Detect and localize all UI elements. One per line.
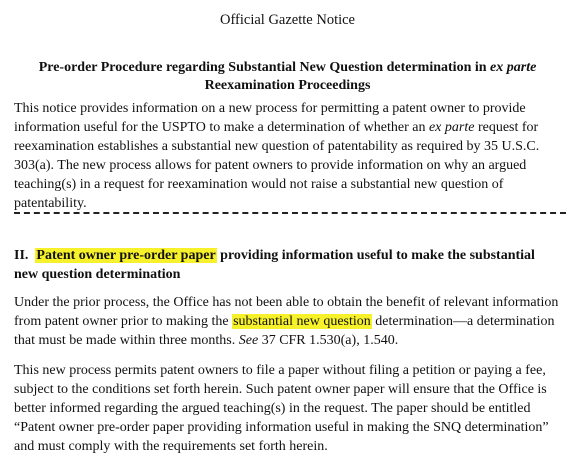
paragraph-line: better informed regarding the argued teaching(s) in the request. The paper should be entitled: [14, 401, 531, 416]
paragraph-line: “Patent owner pre-order paper providing information useful in making the SNQ determination”: [14, 420, 549, 435]
intro-line: teaching(s) in a request for reexamination would not raise a substantial new question of: [14, 177, 504, 192]
notice-header: Official Gazette Notice: [220, 12, 355, 28]
intro-line: This notice provides information on a new process for permitting a patent owner to provide: [14, 101, 526, 116]
paragraph-line: This new process permits patent owners to file a paper without filing a petition or paying a fee,: [14, 363, 546, 378]
dashed-divider: [14, 212, 566, 214]
section-heading-line-1: [14, 246, 535, 265]
document-title-line-1: [0, 59, 575, 77]
paragraph-line: subject to the conditions set forth herein. Such patent owner paper will ensure that the Office is: [14, 382, 547, 397]
paragraph-text: determination—a determination: [371, 314, 555, 329]
intro-text: request for: [474, 120, 539, 135]
document-title-line-2: Reexamination Proceedings: [204, 78, 371, 93]
intro-line: reexamination establishes a substantial new question of patentability as required by 35 U.S.C.: [14, 139, 540, 154]
highlighted-phrase: Patent owner pre-order paper: [36, 248, 216, 263]
intro-line: [14, 118, 538, 137]
title-text: Pre-order Procedure regarding Substantial New Question determination in: [38, 60, 491, 75]
highlighted-phrase: substantial new question: [233, 314, 371, 329]
section-number: II.: [14, 248, 29, 263]
paragraph-text: that must be made within three months.: [14, 333, 239, 348]
paragraph-text: 37 CFR 1.530(a), 1.540.: [258, 333, 399, 348]
paragraph-line: [14, 312, 554, 331]
intro-text: information useful for the USPTO to make a determination of whether an: [14, 120, 429, 135]
title-italic: ex parte: [490, 60, 537, 75]
paragraph-line: [14, 331, 398, 350]
section-heading-text: providing information useful to make the substantial: [216, 248, 535, 263]
intro-line: patentability.: [14, 196, 87, 211]
paragraph-line: and must comply with the requirements set forth herein.: [14, 439, 328, 454]
paragraph-line: Under the prior process, the Office has not been able to obtain the benefit of relevant information: [14, 295, 559, 310]
intro-italic: ex parte: [428, 120, 475, 135]
paragraph-text: from patent owner prior to making the: [14, 314, 233, 329]
citation-signal: See: [238, 333, 259, 348]
section-heading-line-2: new question determination: [14, 267, 181, 282]
intro-line: 303(a). The new process allows for patent owners to provide information on why an argued: [14, 158, 527, 173]
